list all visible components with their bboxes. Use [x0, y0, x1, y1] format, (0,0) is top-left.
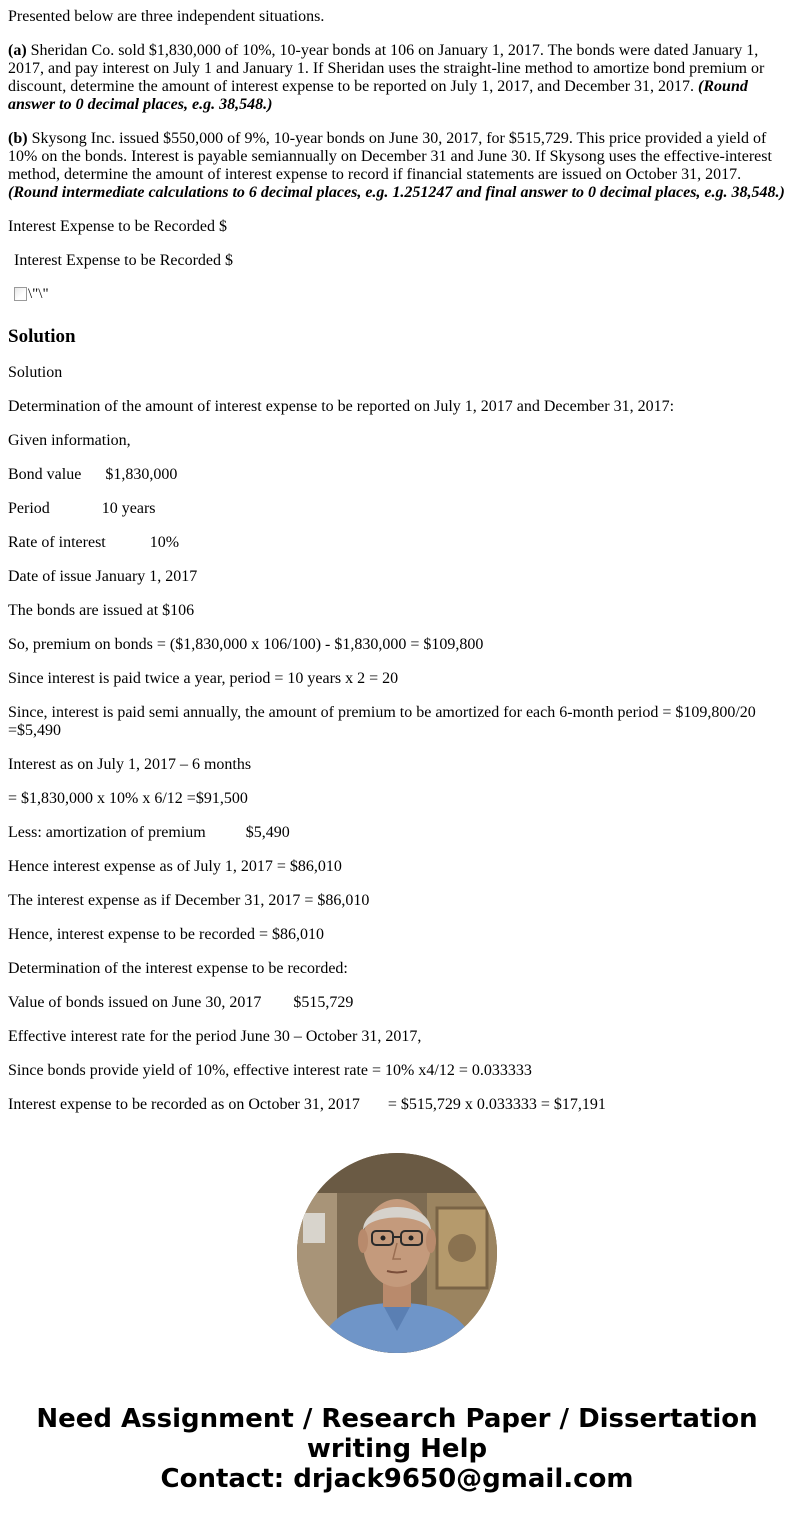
solution-line: Since interest is paid twice a year, period = 10 years x 2 = 20 [8, 670, 399, 687]
problem-b-label: (b) [8, 130, 28, 147]
footer-line-1: Need Assignment / Research Paper / Dissertation [36, 1404, 758, 1434]
problem-a-label: (a) [8, 42, 27, 59]
solution-line: Hence, interest expense to be recorded = $86,010 [8, 926, 325, 943]
solution-line: So, premium on bonds = ($1,830,000 x 106/100) - $1,830,000 = $109,800 [8, 636, 484, 653]
solution-line: = $1,830,000 x 10% x 6/12 =$91,500 [8, 790, 248, 807]
solution-line: Hence interest expense as of July 1, 2017 = $86,010 [8, 858, 342, 875]
broken-image-icon [14, 287, 27, 301]
solution-line: Determination of the amount of interest expense to be reported on July 1, 2017 and December 31, 2017: [8, 398, 675, 415]
solution-line: The interest expense as if December 31, 2017 = $86,010 [8, 892, 370, 909]
solution-line: Rate of interest 10% [8, 534, 180, 551]
answer-line-2: Interest Expense to be Recorded $ [14, 252, 234, 269]
solution-line: Interest as on July 1, 2017 – 6 months [8, 756, 252, 773]
footer-line-2: writing Help [306, 1434, 488, 1464]
answer-line-1: Interest Expense to be Recorded $ [8, 218, 228, 235]
solution-line: Bond value $1,830,000 [8, 466, 178, 483]
footer-contact: Contact: drjack9650@gmail.com [160, 1464, 634, 1494]
broken-image [8, 286, 786, 306]
solution-line: Interest expense to be recorded as on October 31, 2017 = $515,729 x 0.033333 = $17,191 [8, 1096, 606, 1113]
problem-b-text: Skysong Inc. issued $550,000 of 9%, 10-year bonds on June 30, 2017, for $515,729. This price provided a yield of 10% on the bonds. Interest is payable semiannually on December 31 and June 30. If Skysong uses the effective-interest method, determine the amount of interest expense to record if financial statements are issued on October 31, 2017. [8, 130, 772, 183]
solution-line: Date of issue January 1, 2017 [8, 568, 198, 585]
avatar [297, 1153, 497, 1353]
problem-b [8, 130, 786, 202]
solution-line: Determination of the interest expense to be recorded: [8, 960, 348, 977]
footer-banner [0, 1404, 794, 1494]
problem-b-note: (Round intermediate calculations to 6 decimal places, e.g. 1.251247 and final answer to 0 decimal places, e.g. 38,548.) [8, 184, 785, 201]
solution-heading: Solution [8, 326, 76, 347]
problem-a-note: (Round answer to 0 decimal places, e.g. 38,548.) [8, 78, 748, 113]
solution-body [8, 364, 786, 1114]
solution-line: Since, interest is paid semi annually, the amount of premium to be amortized for each 6-month period = $109,800/20 =$5,490 [8, 704, 756, 739]
solution-line: The bonds are issued at $106 [8, 602, 195, 619]
solution-line: Solution [8, 364, 63, 381]
solution-line: Since bonds provide yield of 10%, effective interest rate = 10% x4/12 = 0.033333 [8, 1062, 532, 1079]
problem-a [8, 42, 786, 114]
solution-line: Less: amortization of premium $5,490 [8, 824, 290, 841]
solution-line: Given information, [8, 432, 131, 449]
document-body [8, 8, 786, 1130]
solution-line: Value of bonds issued on June 30, 2017 $515,729 [8, 994, 354, 1011]
problem-a-text: Sheridan Co. sold $1,830,000 of 10%, 10-year bonds at 106 on January 1, 2017. The bonds were dated January 1, 2017, and pay interest on July 1 and January 1. If Sheridan uses the straight-line method to amortize bond premium or discount, determine the amount of interest expense to be reported on July 1, 2017, and December 31, 2017. [8, 42, 765, 95]
avatar-portrait-image [297, 1153, 497, 1353]
solution-line: Period 10 years [8, 500, 156, 517]
intro-text: Presented below are three independent situations. [8, 8, 325, 25]
broken-image-alt: \"\" [28, 286, 49, 302]
solution-line: Effective interest rate for the period June 30 – October 31, 2017, [8, 1028, 422, 1045]
